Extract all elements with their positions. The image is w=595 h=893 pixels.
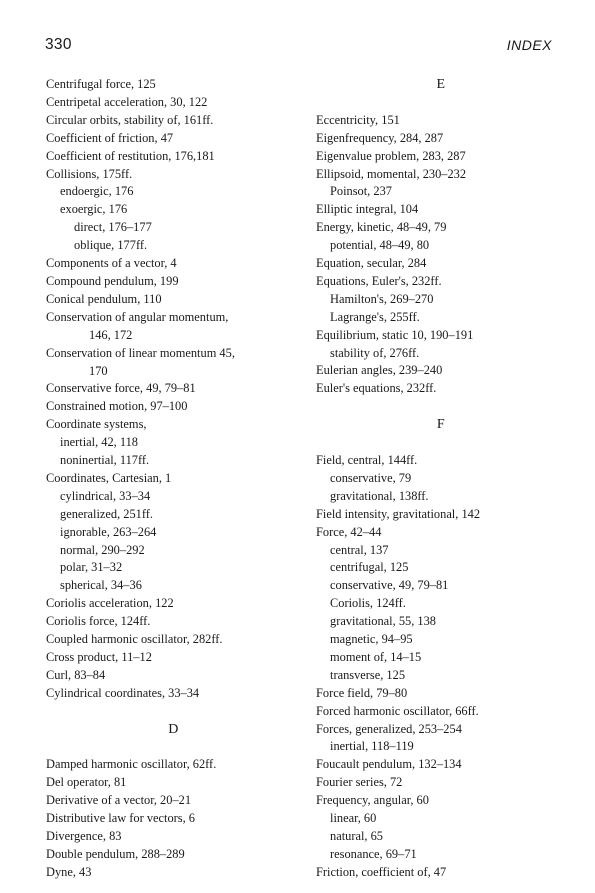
- index-entry: Force, 42–44: [316, 524, 382, 539]
- index-entry: Eccentricity, 151: [316, 112, 400, 127]
- index-entry: Friction, coefficient of, 47: [316, 864, 447, 879]
- index-subentry: central, 137: [330, 542, 389, 557]
- index-subentry: ignorable, 263–264: [60, 524, 157, 539]
- section-gap: [316, 398, 566, 416]
- index-subentry: generalized, 251ff.: [60, 506, 154, 521]
- index-entry: Derivative of a vector, 20–21: [46, 793, 192, 808]
- index-entry: Field intensity, gravitational, 142: [316, 506, 481, 521]
- index-entry: Cross product, 11–12: [46, 650, 152, 664]
- index-entry: Centripetal acceleration, 30, 122: [46, 94, 208, 109]
- index-entry: Coupled harmonic oscillator, 282ff.: [46, 632, 223, 647]
- section-gap: [46, 739, 301, 757]
- index-entry: Damped harmonic oscillator, 62ff.: [46, 757, 217, 772]
- index-subentry: Coriolis, 124ff.: [330, 596, 406, 611]
- index-subentry: exoergic, 176: [60, 202, 128, 217]
- index-entry: Compound pendulum, 199: [46, 273, 179, 288]
- index-subentry: inertial, 42, 118: [60, 435, 138, 450]
- index-entry: Fourier series, 72: [316, 775, 403, 790]
- index-entry: Eulerian angles, 239–240: [316, 363, 443, 378]
- index-subentry: conservative, 49, 79–81: [330, 578, 449, 593]
- index-subentry: endoergic, 176: [60, 184, 134, 199]
- index-subentry: polar, 31–32: [60, 560, 123, 575]
- index-entry: Forced harmonic oscillator, 66ff.: [316, 703, 479, 718]
- index-entry: Force field, 79–80: [316, 685, 408, 700]
- index-entry: Coriolis acceleration, 122: [46, 596, 174, 611]
- index-entry: Constrained motion, 97–100: [46, 399, 188, 414]
- index-entry: Forces, generalized, 253–254: [316, 721, 462, 736]
- index-subentry: noninertial, 117ff.: [60, 453, 150, 468]
- index-entry: Equilibrium, static 10, 190–191: [316, 327, 474, 342]
- index-entry: Conservation of linear momentum 45,: [46, 345, 235, 360]
- index-entry: Components of a vector, 4: [46, 256, 177, 271]
- index-subentry: conservative, 79: [330, 470, 412, 485]
- index-entry: Conical pendulum, 110: [46, 291, 162, 306]
- index-entry: Coordinate systems,: [46, 417, 147, 432]
- index-entry: Euler's equations, 232ff.: [316, 381, 437, 396]
- index-subentry: spherical, 34–36: [60, 578, 142, 593]
- index-subentry: gravitational, 138ff.: [330, 488, 429, 503]
- index-column-right: [316, 76, 566, 882]
- index-subentry: gravitational, 55, 138: [330, 614, 436, 629]
- page-number: 330: [45, 36, 72, 53]
- index-subentry: transverse, 125: [330, 667, 406, 682]
- index-entry: Del operator, 81: [46, 775, 127, 790]
- index-column-left: [46, 76, 301, 882]
- running-head: INDEX: [506, 37, 552, 53]
- index-entry: Coriolis force, 124ff.: [46, 614, 151, 629]
- index-subentry: centrifugal, 125: [330, 560, 409, 575]
- index-subentry: moment of, 14–15: [330, 649, 422, 664]
- index-subentry: resonance, 69–71: [330, 846, 417, 861]
- index-entry: Eigenvalue problem, 283, 287: [316, 148, 466, 163]
- index-entry: Foucault pendulum, 132–134: [316, 757, 462, 772]
- index-entry: Eigenfrequency, 284, 287: [316, 130, 444, 145]
- index-entry: Equation, secular, 284: [316, 256, 427, 271]
- index-entry: Field, central, 144ff.: [316, 452, 418, 467]
- index-subsubentry: oblique, 177ff.: [74, 238, 148, 253]
- index-entry: Collisions, 175ff.: [46, 166, 133, 181]
- section-heading-d: D: [168, 721, 179, 737]
- index-entry: Circular orbits, stability of, 161ff.: [46, 112, 214, 127]
- index-subentry: Lagrange's, 255ff.: [330, 309, 420, 324]
- index-entry: Frequency, angular, 60: [316, 793, 429, 808]
- index-entry: Cylindrical coordinates, 33–34: [46, 685, 200, 700]
- index-entry-continuation: 170: [89, 363, 108, 378]
- index-subentry: Hamilton's, 269–270: [330, 291, 434, 306]
- index-entry: Coordinates, Cartesian, 1: [46, 470, 172, 485]
- index-entry: Double pendulum, 288–289: [46, 846, 185, 861]
- index-entry: Elliptic integral, 104: [316, 202, 419, 217]
- index-subentry: linear, 60: [330, 811, 377, 826]
- index-entry: Energy, kinetic, 48–49, 79: [316, 220, 447, 235]
- index-entry: Ellipsoid, momental, 230–232: [316, 166, 467, 181]
- section-heading-f: F: [436, 417, 446, 433]
- index-entry: Centrifugal force, 125: [46, 77, 156, 91]
- index-entry: Dyne, 43: [46, 864, 92, 879]
- index-subentry: inertial, 118–119: [330, 739, 414, 754]
- index-subentry: normal, 290–292: [60, 542, 145, 557]
- section-heading-e: E: [436, 77, 446, 92]
- index-entry: Conservation of angular momentum,: [46, 309, 229, 324]
- index-entry: Curl, 83–84: [46, 667, 106, 682]
- index-entry: Divergence, 83: [46, 829, 122, 844]
- index-subentry: natural, 65: [330, 829, 383, 844]
- index-entry: Conservative force, 49, 79–81: [46, 381, 196, 396]
- index-subentry: stability of, 276ff.: [330, 345, 420, 360]
- section-gap: [316, 94, 566, 112]
- index-subentry: cylindrical, 33–34: [60, 488, 151, 503]
- index-entry: Distributive law for vectors, 6: [46, 811, 195, 826]
- section-gap: [46, 703, 301, 721]
- index-subsubentry: direct, 176–177: [74, 220, 152, 235]
- index-entry-continuation: 146, 172: [89, 327, 133, 342]
- index-entry: Coefficient of restitution, 176,181: [46, 148, 215, 163]
- section-gap: [316, 434, 566, 452]
- index-subentry: magnetic, 94–95: [330, 632, 413, 647]
- index-entry: Coefficient of friction, 47: [46, 130, 174, 145]
- index-subentry: Poinsot, 237: [330, 184, 392, 199]
- index-subentry: potential, 48–49, 80: [330, 238, 430, 253]
- index-entry: Equations, Euler's, 232ff.: [316, 273, 442, 288]
